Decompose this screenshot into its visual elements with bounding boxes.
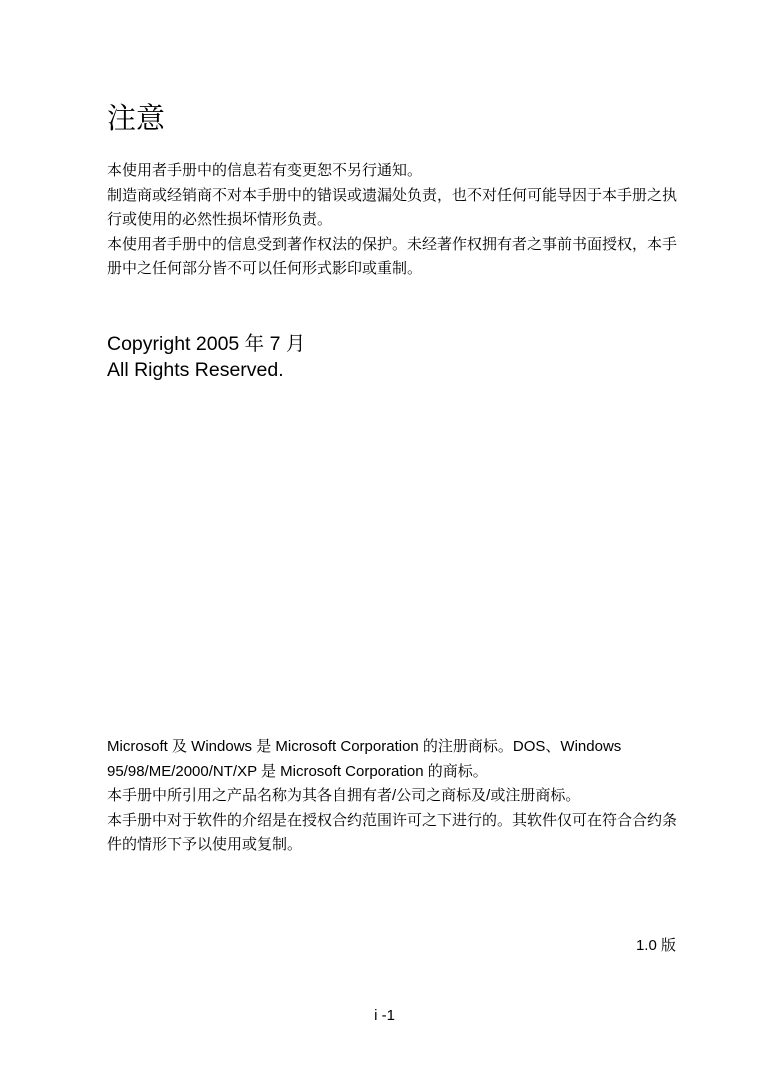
trademark-paragraph: 本手册中所引用之产品名称为其各自拥有者/公司之商标及/或注册商标。 (107, 787, 581, 804)
trademark-paragraph: 本手册中对于软件的介绍是在授权合约范围许可之下进行的。其软件仅可在符合合约条件的情形下予以使用或复制。 (107, 811, 678, 853)
page-title: 注意 (107, 101, 166, 135)
version-label: 1.0 版 (635, 937, 676, 954)
notice-paragraph: 制造商或经销商不对本手册中的错误或遗漏处负责，也不对任何可能导因于本手册之执行或使用的必然性损坏情形负责。 (107, 185, 678, 228)
trademark-section (107, 735, 682, 858)
notice-section (107, 158, 677, 281)
notice-paragraph: 本使用者手册中的信息若有变更恕不另行通知。 (107, 161, 423, 179)
copyright-date: Copyright 2005 年 7 月 (107, 333, 306, 355)
rights-reserved: All Rights Reserved. (107, 359, 284, 381)
copyright-block (107, 331, 305, 383)
trademark-paragraph: Microsoft 及 Windows 是 Microsoft Corporation 的注册商标。DOS、Windows 95/98/ME/2000/NT/XP 是 Microsoft Corporation 的商标。 (107, 738, 622, 780)
page-number: i -1 (374, 1007, 395, 1024)
notice-paragraph: 本使用者手册中的信息受到著作权法的保护。未经著作权拥有者之事前书面授权，本手册中之任何部分皆不可以任何形式影印或重制。 (107, 234, 678, 277)
